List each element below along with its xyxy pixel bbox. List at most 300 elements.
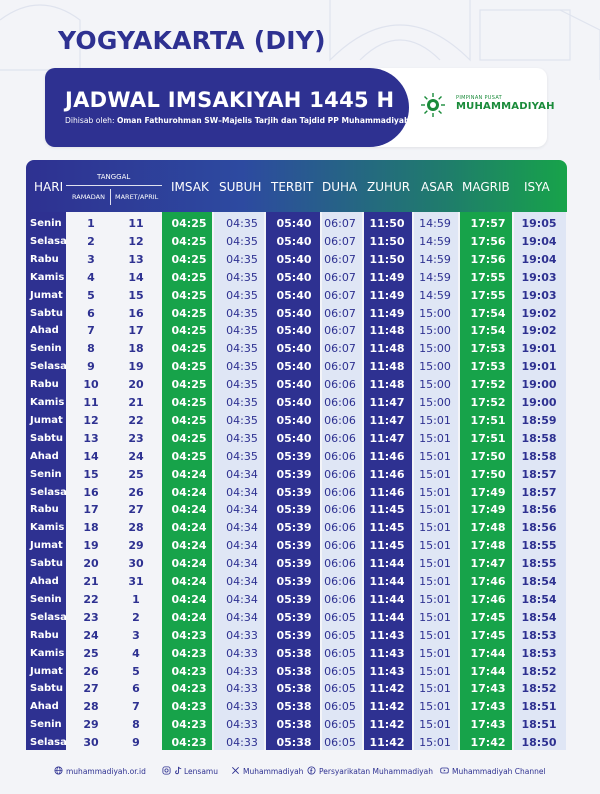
cell-magrib: 17:52 bbox=[470, 396, 506, 409]
cell-subuh: 04:34 bbox=[226, 610, 258, 624]
cell-ram: 11 bbox=[83, 396, 99, 409]
cell-isya: 19:00 bbox=[521, 378, 557, 392]
cell-hari: Kamis bbox=[30, 647, 65, 659]
header-tanggal: TANGGAL bbox=[97, 173, 131, 181]
credit-line bbox=[65, 116, 409, 125]
cell-zuhur: 11:43 bbox=[369, 628, 405, 642]
tanggal-divider bbox=[110, 189, 111, 205]
logo-small-text: PIMPINAN PUSAT bbox=[456, 95, 503, 101]
cell-asar: 14:59 bbox=[419, 270, 451, 284]
cell-subuh: 04:34 bbox=[226, 557, 258, 571]
cell-hari: Senin bbox=[30, 343, 62, 355]
footer-facebook[interactable] bbox=[307, 766, 433, 776]
cell-subuh: 04:34 bbox=[226, 521, 258, 535]
cell-mar: 25 bbox=[128, 467, 144, 481]
cell-terbit: 05:40 bbox=[276, 252, 312, 266]
cell-mar: 13 bbox=[128, 252, 144, 266]
cell-ram: 6 bbox=[87, 306, 95, 320]
cell-duha: 06:05 bbox=[324, 718, 356, 732]
cell-duha: 06:05 bbox=[324, 646, 356, 660]
cell-zuhur: 11:50 bbox=[369, 217, 405, 230]
cell-ram: 1 bbox=[87, 217, 95, 230]
table-row bbox=[26, 627, 567, 645]
table-row bbox=[26, 466, 567, 484]
cell-zuhur: 11:43 bbox=[369, 664, 405, 678]
footer bbox=[0, 762, 600, 782]
cell-hari: Jumat bbox=[30, 540, 63, 552]
cell-isya: 19:04 bbox=[521, 234, 557, 248]
cell-mar: 12 bbox=[128, 234, 144, 248]
cell-hari: Rabu bbox=[30, 379, 59, 391]
table-row bbox=[26, 394, 567, 412]
cell-terbit: 05:38 bbox=[276, 682, 312, 696]
footer-youtube-text: Muhammadiyah Channel bbox=[452, 767, 546, 776]
cell-hari: Ahad bbox=[30, 701, 59, 713]
table-row bbox=[26, 698, 567, 716]
header-duha: DUHA bbox=[322, 180, 358, 194]
cell-subuh: 04:33 bbox=[226, 736, 258, 750]
cell-subuh: 04:35 bbox=[226, 324, 258, 338]
cell-zuhur: 11:50 bbox=[369, 252, 405, 266]
cell-terbit: 05:38 bbox=[276, 736, 312, 750]
cell-imsak: 04:25 bbox=[171, 324, 207, 338]
cell-magrib: 17:50 bbox=[470, 449, 506, 463]
cell-asar: 14:59 bbox=[419, 217, 451, 230]
cell-ram: 13 bbox=[83, 431, 99, 445]
cell-isya: 18:54 bbox=[521, 592, 557, 606]
cell-zuhur: 11:44 bbox=[369, 610, 405, 624]
tiktok-icon bbox=[174, 766, 183, 775]
cell-zuhur: 11:47 bbox=[369, 413, 405, 427]
cell-hari: Senin bbox=[30, 468, 62, 480]
cell-subuh: 04:34 bbox=[226, 575, 258, 588]
cell-magrib: 17:43 bbox=[470, 718, 506, 732]
cell-ram: 17 bbox=[83, 503, 99, 517]
cell-ram: 24 bbox=[83, 628, 99, 642]
cell-zuhur: 11:46 bbox=[369, 449, 405, 463]
cell-zuhur: 11:42 bbox=[369, 736, 405, 750]
cell-asar: 15:01 bbox=[419, 628, 451, 642]
header-hari: HARI bbox=[34, 180, 64, 194]
footer-website-text: muhammadiyah.or.id bbox=[66, 767, 146, 776]
cell-ram: 28 bbox=[83, 700, 99, 714]
table-row bbox=[26, 716, 567, 734]
cell-zuhur: 11:42 bbox=[369, 718, 405, 732]
cell-ram: 14 bbox=[83, 449, 99, 463]
cell-magrib: 17:49 bbox=[470, 485, 506, 499]
cell-magrib: 17:52 bbox=[470, 378, 506, 392]
cell-zuhur: 11:42 bbox=[369, 700, 405, 714]
cell-duha: 06:05 bbox=[324, 700, 356, 714]
cell-isya: 18:53 bbox=[521, 646, 557, 660]
cell-imsak: 04:25 bbox=[171, 234, 207, 248]
cell-subuh: 04:35 bbox=[226, 270, 258, 284]
cell-imsak: 04:24 bbox=[171, 592, 207, 606]
muhammadiyah-logo bbox=[420, 92, 555, 122]
cell-terbit: 05:40 bbox=[276, 360, 312, 374]
cell-duha: 06:06 bbox=[324, 378, 356, 392]
table-row bbox=[26, 609, 567, 627]
cell-imsak: 04:24 bbox=[171, 503, 207, 517]
cell-magrib: 17:43 bbox=[470, 700, 506, 714]
cell-hari: Sabtu bbox=[30, 307, 64, 319]
cell-mar: 4 bbox=[132, 646, 140, 660]
cell-terbit: 05:40 bbox=[276, 234, 312, 248]
cell-magrib: 17:45 bbox=[470, 610, 506, 624]
cell-asar: 15:01 bbox=[419, 413, 451, 427]
cell-subuh: 04:35 bbox=[226, 431, 258, 445]
header-zuhur: ZUHUR bbox=[367, 180, 411, 194]
cell-terbit: 05:39 bbox=[276, 592, 312, 606]
cell-asar: 15:00 bbox=[419, 360, 451, 374]
cell-imsak: 04:23 bbox=[171, 646, 207, 660]
cell-mar: 31 bbox=[128, 575, 144, 588]
cell-mar: 24 bbox=[128, 449, 144, 463]
cell-terbit: 05:39 bbox=[276, 539, 312, 553]
cell-ram: 10 bbox=[83, 378, 99, 392]
cell-mar: 17 bbox=[128, 324, 144, 338]
header-maret-april: MARET/APRIL bbox=[115, 193, 159, 201]
cell-imsak: 04:23 bbox=[171, 736, 207, 750]
cell-hari: Kamis bbox=[30, 397, 65, 408]
cell-asar: 15:01 bbox=[419, 610, 451, 624]
cell-imsak: 04:25 bbox=[171, 396, 207, 409]
cell-hari: Selasa bbox=[30, 361, 67, 373]
cell-duha: 06:07 bbox=[324, 306, 356, 320]
cell-zuhur: 11:48 bbox=[369, 324, 405, 338]
cell-mar: 7 bbox=[132, 700, 140, 714]
table-row bbox=[26, 269, 567, 287]
cell-imsak: 04:24 bbox=[171, 485, 207, 499]
cell-asar: 14:59 bbox=[419, 288, 451, 302]
cell-asar: 14:59 bbox=[419, 234, 451, 248]
table-row bbox=[26, 519, 567, 537]
cell-duha: 06:06 bbox=[324, 503, 356, 517]
cell-mar: 5 bbox=[132, 664, 140, 678]
cell-imsak: 04:23 bbox=[171, 682, 207, 696]
cell-terbit: 05:38 bbox=[276, 646, 312, 660]
cell-zuhur: 11:43 bbox=[369, 646, 405, 660]
cell-subuh: 04:35 bbox=[226, 288, 258, 302]
cell-ram: 18 bbox=[83, 521, 99, 535]
header-banner bbox=[45, 68, 409, 147]
cell-duha: 06:06 bbox=[324, 467, 356, 481]
cell-hari: Rabu bbox=[30, 253, 59, 265]
cell-subuh: 04:35 bbox=[226, 360, 258, 374]
cell-subuh: 04:33 bbox=[226, 700, 258, 714]
cell-hari: Selasa bbox=[30, 235, 67, 247]
cell-terbit: 05:40 bbox=[276, 342, 312, 356]
cell-mar: 14 bbox=[128, 270, 144, 284]
cell-zuhur: 11:46 bbox=[369, 467, 405, 481]
cell-hari: Ahad bbox=[30, 325, 59, 337]
cell-ram: 5 bbox=[87, 288, 95, 302]
cell-hari: Kamis bbox=[30, 522, 65, 534]
cell-duha: 06:05 bbox=[324, 628, 356, 642]
cell-mar: 26 bbox=[128, 485, 144, 499]
cell-zuhur: 11:49 bbox=[369, 306, 405, 320]
cell-isya: 18:53 bbox=[521, 628, 557, 642]
table-row bbox=[26, 251, 567, 269]
cell-mar: 1 bbox=[132, 592, 140, 606]
footer-youtube[interactable] bbox=[440, 766, 546, 776]
table-row bbox=[26, 537, 567, 555]
cell-subuh: 04:35 bbox=[226, 306, 258, 320]
cell-terbit: 05:38 bbox=[276, 664, 312, 678]
cell-ram: 25 bbox=[83, 646, 99, 660]
cell-magrib: 17:56 bbox=[470, 252, 506, 266]
cell-terbit: 05:39 bbox=[276, 467, 312, 481]
cell-subuh: 04:35 bbox=[226, 234, 258, 248]
table-header bbox=[26, 160, 567, 212]
cell-imsak: 04:24 bbox=[171, 539, 207, 553]
cell-ram: 20 bbox=[83, 557, 99, 571]
cell-mar: 3 bbox=[132, 628, 140, 642]
cell-magrib: 17:43 bbox=[470, 682, 506, 696]
cell-duha: 06:05 bbox=[324, 682, 356, 696]
table-row bbox=[26, 322, 567, 340]
cell-terbit: 05:39 bbox=[276, 449, 312, 463]
cell-subuh: 04:35 bbox=[226, 217, 258, 230]
cell-terbit: 05:39 bbox=[276, 485, 312, 499]
cell-asar: 15:01 bbox=[419, 449, 451, 463]
cell-magrib: 17:44 bbox=[470, 646, 506, 660]
cell-imsak: 04:24 bbox=[171, 467, 207, 481]
cell-duha: 06:07 bbox=[324, 342, 356, 356]
cell-asar: 15:01 bbox=[419, 646, 451, 660]
footer-social-lensamu[interactable] bbox=[162, 766, 218, 776]
cell-isya: 19:03 bbox=[521, 288, 557, 302]
cell-magrib: 17:42 bbox=[470, 736, 506, 750]
cell-isya: 18:56 bbox=[521, 521, 557, 535]
cell-mar: 20 bbox=[128, 378, 144, 392]
cell-terbit: 05:40 bbox=[276, 217, 312, 230]
cell-terbit: 05:40 bbox=[276, 431, 312, 445]
cell-zuhur: 11:50 bbox=[369, 234, 405, 248]
cell-hari: Jumat bbox=[30, 414, 63, 426]
cell-isya: 18:56 bbox=[521, 503, 557, 517]
cell-ram: 9 bbox=[87, 360, 95, 374]
header-subuh: SUBUH bbox=[219, 180, 262, 194]
cell-duha: 06:07 bbox=[324, 288, 356, 302]
table-row bbox=[26, 591, 567, 609]
cell-zuhur: 11:47 bbox=[369, 431, 405, 445]
cell-ram: 2 bbox=[87, 234, 95, 248]
cell-ram: 30 bbox=[83, 736, 99, 750]
cell-subuh: 04:35 bbox=[226, 449, 258, 463]
cell-ram: 8 bbox=[87, 342, 95, 356]
cell-subuh: 04:34 bbox=[226, 485, 258, 499]
cell-terbit: 05:40 bbox=[276, 378, 312, 392]
cell-duha: 06:06 bbox=[324, 485, 356, 499]
cell-isya: 18:54 bbox=[521, 610, 557, 624]
cell-duha: 06:06 bbox=[324, 449, 356, 463]
cell-hari: Sabtu bbox=[30, 432, 64, 444]
footer-lensamu-text: Lensamu bbox=[184, 767, 218, 776]
table-row bbox=[26, 215, 567, 233]
cell-imsak: 04:25 bbox=[171, 252, 207, 266]
globe-icon bbox=[54, 766, 63, 775]
x-twitter-icon bbox=[231, 766, 240, 775]
cell-terbit: 05:40 bbox=[276, 324, 312, 338]
cell-subuh: 04:35 bbox=[226, 252, 258, 266]
cell-ram: 23 bbox=[83, 610, 99, 624]
table-row bbox=[26, 501, 567, 519]
cell-zuhur: 11:46 bbox=[369, 485, 405, 499]
cell-zuhur: 11:44 bbox=[369, 575, 405, 588]
cell-zuhur: 11:49 bbox=[369, 288, 405, 302]
cell-ram: 7 bbox=[87, 324, 95, 338]
cell-imsak: 04:25 bbox=[171, 288, 207, 302]
cell-zuhur: 11:42 bbox=[369, 682, 405, 696]
cell-magrib: 17:47 bbox=[470, 557, 506, 571]
cell-mar: 28 bbox=[128, 521, 144, 535]
cell-mar: 6 bbox=[132, 682, 140, 696]
cell-magrib: 17:50 bbox=[470, 467, 506, 481]
cell-asar: 15:01 bbox=[419, 467, 451, 481]
cell-ram: 16 bbox=[83, 485, 99, 499]
cell-terbit: 05:39 bbox=[276, 557, 312, 571]
cell-magrib: 17:44 bbox=[470, 664, 506, 678]
cell-subuh: 04:33 bbox=[226, 628, 258, 642]
cell-duha: 06:07 bbox=[324, 252, 356, 266]
cell-magrib: 17:56 bbox=[470, 234, 506, 248]
cell-mar: 30 bbox=[128, 557, 144, 571]
logo-big-text: MUHAMMADIYAH bbox=[456, 101, 555, 112]
footer-facebook-text: Persyarikatan Muhammadiyah bbox=[319, 767, 433, 776]
schedule-heading: JADWAL IMSAKIYAH 1445 H bbox=[65, 88, 395, 112]
cell-imsak: 04:23 bbox=[171, 700, 207, 714]
cell-asar: 15:00 bbox=[419, 378, 451, 392]
cell-duha: 06:06 bbox=[324, 592, 356, 606]
cell-asar: 15:00 bbox=[419, 306, 451, 320]
table-row bbox=[26, 663, 567, 681]
cell-imsak: 04:25 bbox=[171, 306, 207, 320]
cell-isya: 19:02 bbox=[521, 324, 557, 338]
table-row bbox=[26, 412, 567, 430]
table-row bbox=[26, 555, 567, 573]
cell-isya: 19:02 bbox=[521, 306, 557, 320]
cell-isya: 18:51 bbox=[521, 718, 557, 732]
cell-terbit: 05:38 bbox=[276, 700, 312, 714]
cell-isya: 18:52 bbox=[521, 682, 557, 696]
cell-magrib: 17:46 bbox=[470, 575, 506, 588]
cell-ram: 26 bbox=[83, 664, 99, 678]
header-terbit: TERBIT bbox=[271, 180, 314, 194]
muhammadiyah-sun-emblem-icon bbox=[420, 92, 446, 118]
cell-ram: 21 bbox=[83, 575, 99, 588]
cell-terbit: 05:40 bbox=[276, 288, 312, 302]
header-asar: ASAR bbox=[421, 180, 454, 194]
table-row bbox=[26, 573, 567, 591]
cell-hari: Selasa bbox=[30, 486, 67, 498]
table-row bbox=[26, 645, 567, 663]
cell-hari: Selasa bbox=[30, 737, 67, 749]
cell-zuhur: 11:45 bbox=[369, 521, 405, 535]
cell-ram: 3 bbox=[87, 252, 95, 266]
cell-isya: 18:55 bbox=[521, 539, 557, 553]
cell-hari: Ahad bbox=[30, 576, 59, 587]
cell-magrib: 17:54 bbox=[470, 306, 506, 320]
credit-rest: –Majelis Tarjih dan Tajdid PP Muhammadiyah bbox=[218, 116, 410, 125]
page-title: YOGYAKARTA (DIY) bbox=[58, 26, 326, 55]
cell-zuhur: 11:48 bbox=[369, 360, 405, 374]
cell-magrib: 17:53 bbox=[470, 360, 506, 374]
cell-subuh: 04:33 bbox=[226, 664, 258, 678]
cell-magrib: 17:54 bbox=[470, 324, 506, 338]
cell-subuh: 04:33 bbox=[226, 646, 258, 660]
cell-asar: 15:01 bbox=[419, 503, 451, 517]
cell-magrib: 17:48 bbox=[470, 521, 506, 535]
cell-terbit: 05:39 bbox=[276, 628, 312, 642]
table-row bbox=[26, 376, 567, 394]
cell-imsak: 04:23 bbox=[171, 718, 207, 732]
cell-hari: Rabu bbox=[30, 504, 59, 516]
cell-asar: 15:01 bbox=[419, 700, 451, 714]
cell-zuhur: 11:44 bbox=[369, 592, 405, 606]
cell-duha: 06:05 bbox=[324, 664, 356, 678]
cell-asar: 15:01 bbox=[419, 682, 451, 696]
cell-isya: 18:59 bbox=[521, 413, 557, 427]
cell-isya: 18:51 bbox=[521, 700, 557, 714]
cell-terbit: 05:38 bbox=[276, 718, 312, 732]
cell-magrib: 17:53 bbox=[470, 342, 506, 356]
cell-magrib: 17:55 bbox=[470, 270, 506, 284]
cell-magrib: 17:49 bbox=[470, 503, 506, 517]
cell-duha: 06:05 bbox=[324, 610, 356, 624]
cell-subuh: 04:34 bbox=[226, 467, 258, 481]
cell-terbit: 05:39 bbox=[276, 610, 312, 624]
table-row bbox=[26, 734, 567, 752]
cell-zuhur: 11:49 bbox=[369, 270, 405, 284]
cell-isya: 18:50 bbox=[521, 736, 557, 750]
cell-hari: Ahad bbox=[30, 450, 59, 462]
cell-asar: 15:00 bbox=[419, 342, 451, 356]
cell-terbit: 05:40 bbox=[276, 396, 312, 409]
cell-subuh: 04:34 bbox=[226, 503, 258, 517]
cell-zuhur: 11:47 bbox=[369, 396, 405, 409]
cell-hari: Jumat bbox=[30, 665, 63, 677]
cell-isya: 19:01 bbox=[521, 360, 557, 374]
footer-x[interactable] bbox=[231, 766, 303, 776]
header-magrib: MAGRIB bbox=[462, 180, 510, 194]
cell-terbit: 05:40 bbox=[276, 270, 312, 284]
cell-isya: 19:03 bbox=[521, 270, 557, 284]
cell-isya: 18:57 bbox=[521, 485, 557, 499]
cell-magrib: 17:51 bbox=[470, 431, 506, 445]
instagram-icon bbox=[162, 766, 171, 775]
cell-hari: Senin bbox=[30, 719, 62, 731]
cell-imsak: 04:25 bbox=[171, 413, 207, 427]
cell-imsak: 04:24 bbox=[171, 610, 207, 624]
cell-asar: 15:01 bbox=[419, 539, 451, 553]
cell-ram: 22 bbox=[83, 592, 99, 606]
table-row bbox=[26, 233, 567, 251]
cell-subuh: 04:35 bbox=[226, 342, 258, 356]
cell-asar: 15:01 bbox=[419, 485, 451, 499]
cell-mar: 18 bbox=[128, 342, 144, 356]
cell-mar: 8 bbox=[132, 718, 140, 732]
cell-duha: 06:06 bbox=[324, 557, 356, 571]
cell-asar: 15:01 bbox=[419, 557, 451, 571]
cell-magrib: 17:55 bbox=[470, 288, 506, 302]
table-row bbox=[26, 448, 567, 466]
cell-ram: 19 bbox=[83, 539, 99, 553]
cell-mar: 9 bbox=[132, 736, 140, 750]
footer-website[interactable] bbox=[54, 766, 146, 776]
table-row bbox=[26, 484, 567, 502]
cell-terbit: 05:40 bbox=[276, 306, 312, 320]
